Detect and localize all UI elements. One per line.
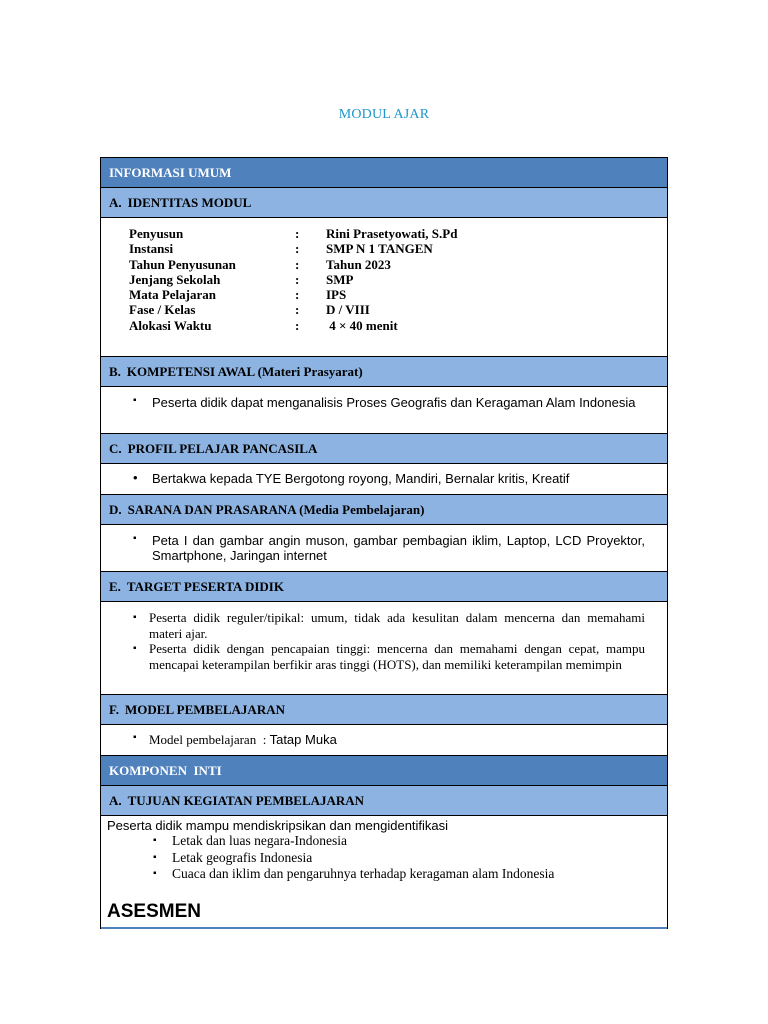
section-letter: A. (109, 195, 122, 210)
round-bullet-icon: • (133, 470, 138, 485)
identity-value: IPS (326, 287, 347, 303)
section-heading: TUJUAN KEGIATAN PEMBELAJARAN (127, 793, 365, 808)
identity-key: Penyusun (129, 226, 184, 241)
list-item-text: Cuaca dan iklim dan pengaruhnya terhadap keragaman alam Indonesia (172, 866, 555, 881)
model-label: Model pembelajaran (149, 732, 257, 747)
identity-row (129, 241, 667, 256)
list-item (131, 533, 645, 563)
profil-pelajar-header (101, 434, 667, 464)
identity-key: Mata Pelajaran (129, 287, 217, 303)
identity-key: Fase / Kelas (129, 302, 196, 318)
komponen-inti-header (101, 756, 667, 786)
list-item-text: Peserta didik dengan pencapaian tinggi: mencerna dan memahami dengan cepat, mampu mencapai keterampilan berfikir aras tinggi (HOTS), dan memiliki keterampilan memimpin (149, 641, 645, 672)
sarana-prasarana-header (101, 495, 667, 525)
identity-colon: : (295, 256, 300, 272)
model-value: Tatap Muka (269, 732, 337, 747)
square-bullet-icon: ▪ (153, 835, 157, 846)
section-heading: KOMPONEN INTI (109, 763, 222, 778)
list-item (151, 866, 645, 883)
identitas-modul-body (101, 218, 667, 357)
identity-colon: : (295, 241, 300, 257)
target-peserta-body (101, 602, 667, 695)
list-item-text: Letak dan luas negara-Indonesia (172, 833, 348, 848)
square-bullet-icon: ▪ (133, 643, 137, 654)
kompetensi-awal-body (101, 387, 667, 434)
identity-colon: : (295, 287, 300, 303)
identity-row (129, 272, 667, 287)
identity-key: Alokasi Waktu (129, 317, 212, 333)
list-item-text: Peta I dan gambar angin muson, gambar pembagian iklim, Laptop, LCD Proyektor, Smartphone, Jaringan internet (152, 533, 645, 563)
identity-row (129, 287, 667, 302)
section-letter: E. (109, 579, 121, 594)
section-heading: KOMPETENSI AWAL (Materi Prasyarat) (126, 364, 363, 379)
identity-value: Tahun 2023 (326, 256, 391, 272)
kompetensi-awal-header (101, 357, 667, 387)
identity-value: SMP (326, 271, 354, 287)
list-item-text: Bertakwa kepada TYE Bergotong royong, Mandiri, Bernalar kritis, Kreatif (152, 471, 570, 486)
identity-value: Rini Prasetyowati, S.Pd (326, 226, 458, 241)
section-letter: D. (109, 502, 122, 517)
identity-colon: : (295, 271, 300, 287)
list-item-text: Letak geografis Indonesia (172, 849, 313, 865)
section-letter: A. (109, 793, 122, 808)
section-letter: F. (109, 702, 119, 717)
list-item-text: Peserta didik dapat menganalisis Proses Geografis dan Keragaman Alam Indonesia (152, 395, 636, 410)
informasi-umum-header: INFORMASI UMUM (101, 158, 667, 188)
identity-row (129, 318, 667, 333)
section-heading: PROFIL PELAJAR PANCASILA (127, 441, 318, 456)
section-heading: SARANA DAN PRASARANA (Media Pembelajaran) (127, 502, 425, 517)
identity-colon: : (295, 226, 300, 241)
square-bullet-icon: ▪ (153, 868, 157, 879)
identity-row (129, 226, 667, 241)
identity-value: D / VIII (326, 302, 370, 318)
tujuan-lead-text: Peserta didik mampu mendiskripsikan dan mengidentifikasi (107, 818, 449, 833)
identity-key: Instansi (129, 241, 174, 257)
tujuan-kegiatan-header (101, 786, 667, 816)
document-title: MODUL AJAR (338, 107, 430, 122)
identity-key: Tahun Penyusunan (129, 256, 236, 272)
square-bullet-icon: ▪ (133, 612, 137, 623)
identity-colon: : (295, 317, 300, 333)
square-bullet-icon: ▪ (133, 732, 137, 743)
sarana-prasarana-body (101, 525, 667, 572)
identity-row (129, 302, 667, 317)
model-colon: : (256, 732, 270, 747)
list-item (131, 641, 645, 672)
identity-colon: : (295, 302, 300, 318)
list-item (151, 850, 645, 867)
module-table (100, 157, 668, 929)
list-item (131, 732, 645, 748)
square-bullet-icon: ▪ (153, 851, 157, 863)
square-bullet-icon: ▪ (133, 395, 137, 406)
list-item (131, 610, 645, 641)
list-item (151, 833, 645, 850)
target-peserta-header (101, 572, 667, 602)
identity-key: Jenjang Sekolah (129, 271, 221, 287)
identitas-modul-header (101, 188, 667, 218)
model-pembelajaran-header (101, 695, 667, 725)
identity-value: SMP N 1 TANGEN (326, 241, 433, 257)
section-heading: MODEL PEMBELAJARAN (125, 702, 285, 717)
list-item-text: Peserta didik reguler/tipikal: umum, tidak ada kesulitan dalam mencerna dan memahami materi ajar. (149, 610, 645, 641)
section-heading: IDENTITAS MODUL (127, 195, 252, 210)
section-letter: C. (109, 441, 122, 456)
section-letter: B. (109, 364, 121, 379)
model-pembelajaran-body (101, 725, 667, 756)
section-heading: TARGET PESERTA DIDIK (126, 579, 284, 594)
profil-pelajar-body (101, 464, 667, 495)
square-bullet-icon: ▪ (133, 533, 137, 544)
list-item (131, 395, 645, 410)
identity-row (129, 257, 667, 272)
asesmen-heading: ASESMEN (107, 900, 201, 922)
identity-value: 4 × 40 menit (326, 317, 398, 333)
tujuan-kegiatan-body (101, 816, 667, 929)
list-item (131, 471, 645, 486)
